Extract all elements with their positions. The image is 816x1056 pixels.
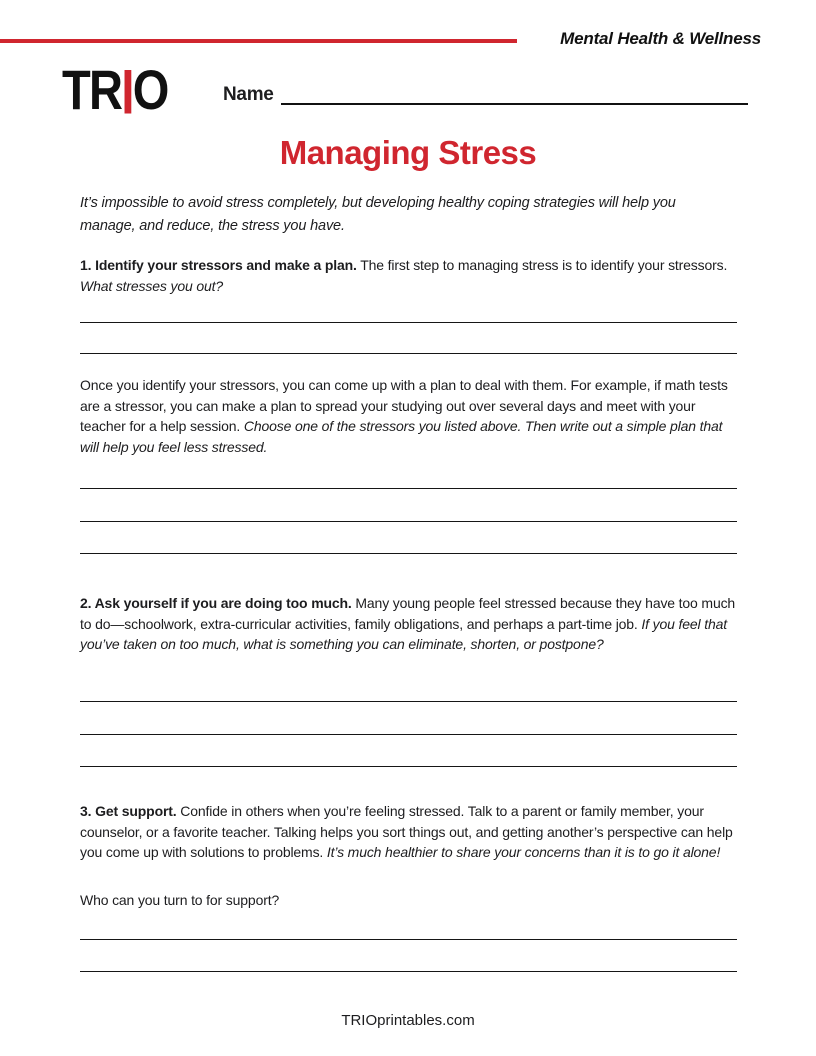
writing-line (80, 971, 737, 972)
section-3-prompt: It’s much healthier to share your concerns than it is to go it alone! (326, 844, 721, 860)
logo-letters-tr: TR (62, 58, 122, 121)
section-2-prompt: If you feel that you’ve taken on too much, what is something you can eliminate, shorten, or postpone? (80, 615, 727, 652)
section-1-plan-prompt: Choose one of the stressors you listed above. Then write out a simple plan that will help you feel less stressed. (80, 418, 723, 455)
writing-line (80, 734, 737, 735)
writing-line (80, 939, 737, 940)
writing-line (80, 766, 737, 767)
section-1-paragraph (80, 255, 740, 296)
section-2-paragraph (80, 593, 740, 655)
writing-line (80, 553, 737, 554)
logo-letter-i-accent: I (121, 56, 133, 127)
writing-line (80, 353, 737, 354)
page-title: Managing Stress (279, 134, 537, 171)
section-1-plan-body: Once you identify your stressors, you can come up with a plan to deal with them. For example, if math tests are a stressor, you can make a plan to spread your studying out over several days and meet with your teacher for a help session. (80, 377, 728, 434)
section-2-body: Many young people feel stressed because they have too much to do—schoolwork, extra-curricular activities, family obligations, and perhaps a part-time job. (80, 595, 736, 632)
category-label: Mental Health & Wellness (560, 29, 761, 48)
writing-line (80, 488, 737, 489)
intro-paragraph: It’s impossible to avoid stress completely, but developing healthy coping strategies will help you manage, and reduce, the stress you have. (80, 195, 676, 234)
section-1-plan-paragraph (80, 375, 740, 457)
section-1-body: The first step to managing stress is to identify your stressors. (356, 257, 728, 273)
section-1-heading: 1. Identify your stressors and make a plan. (80, 257, 357, 273)
trio-logo (62, 56, 168, 127)
section-3-heading: 3. Get support. (80, 803, 177, 819)
writing-line (80, 521, 737, 522)
section-3-body: Confide in others when you’re feeling stressed. Talk to a parent or family member, your counselor, or a favorite teacher. Talking helps you sort things out, and getting another’s perspective can help you come up with solutions to problems. (80, 803, 733, 860)
header-divider-rule (0, 39, 517, 43)
section-2-heading: 2. Ask yourself if you are doing too much. (80, 595, 352, 611)
support-question: Who can you turn to for support? (80, 892, 280, 908)
section-1-prompt: What stresses you out? (80, 277, 223, 294)
writing-line (80, 322, 737, 323)
name-label: Name (223, 84, 274, 105)
name-blank-line (281, 103, 748, 105)
writing-line (80, 701, 737, 702)
footer-site-url: TRIOprintables.com (341, 1012, 475, 1029)
section-3-paragraph (80, 801, 740, 863)
logo-letter-o: O (132, 58, 168, 121)
